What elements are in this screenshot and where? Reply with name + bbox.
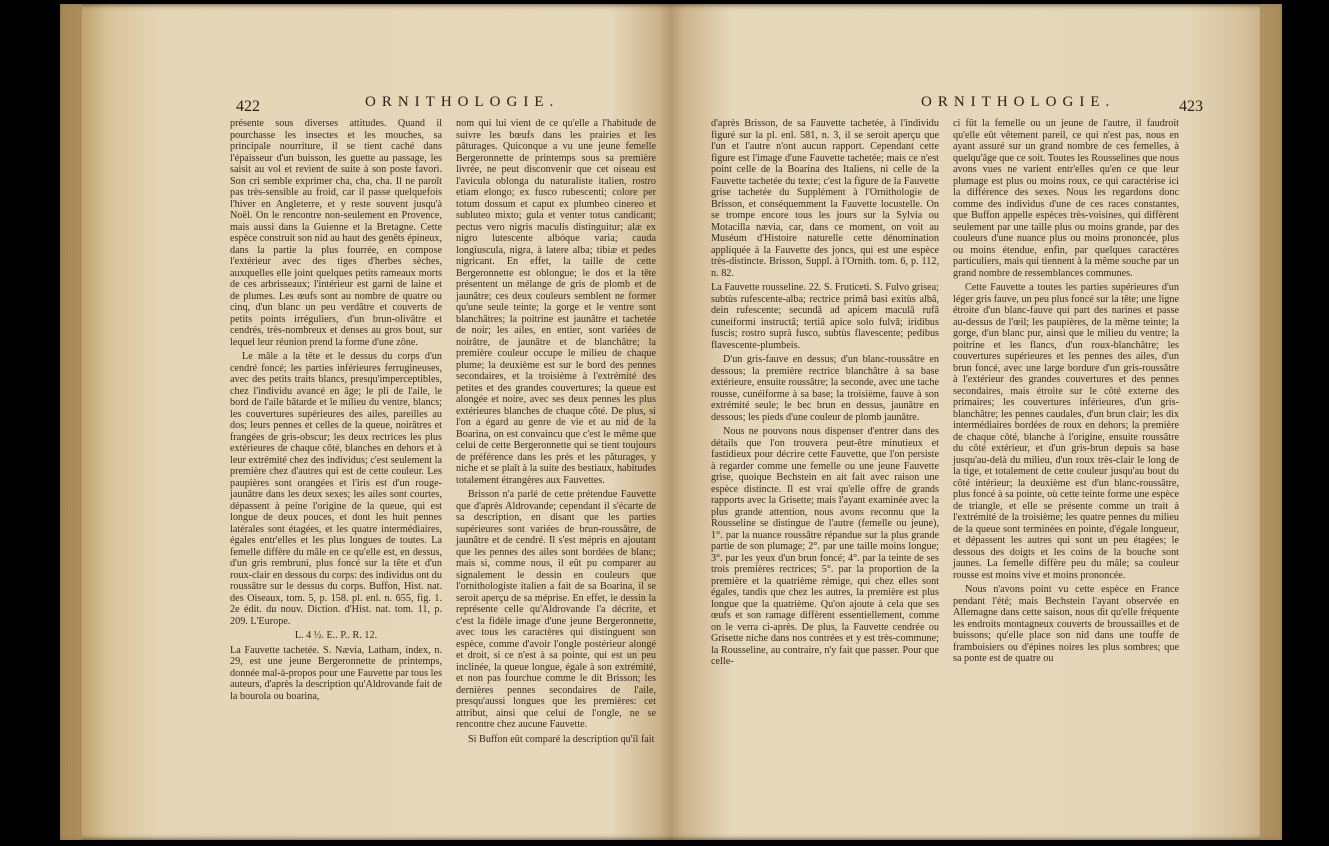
running-head-left: ORNITHOLOGIE. [365, 94, 560, 110]
right-column-2 [953, 118, 1179, 668]
right-column-1 [711, 118, 939, 671]
paragraph: ci fût la femelle ou un jeune de l'autre, il faudroit qu'elle eût vêtement pareil, ce qui n'est pas, nous en ayant assuré sur un grand nombre de ces femelles, à quelqu'âge que ce soit. Toutes les Rousselines que nous avons vues ne varient entr'elles qu'en ce que leur plumage est plus ou moins roux, ce qui caractérise ici la différence des sexes. Nous les regardons donc comme des individus d'une de ces races constantes, que Buffon appelle espèces très-voisines, qui diffèrent seulement par une taille plus ou moins grande, par des couleurs d'une nuance plus ou moins prononcée, plus ou moins étendue, enfin, par quelques caractères particuliers, mais qui tiennent à la même souche par un grand nombre de ressemblances communes. [953, 118, 1179, 279]
open-book [60, 4, 1282, 840]
paragraph: Cette Fauvette a toutes les parties supérieures d'un léger gris fauve, un peu plus foncé sur la tête; une ligne étroite d'un blanc-fauve qui part des narines et passe au-dessus de l'œil; les paupières, de la même teinte; la gorge, d'un blanc pur, ainsi que le milieu du ventre; la poitrine et les flancs, d'un roux-blanchâtre; les couvertures supérieures et les pennes des ailes, d'un brun foncé, avec une large bordure d'un gris-roussâtre à l'extérieur des grandes couvertures et des pennes secondaires, mais étroite sur le côté externe des primaires; les couvertures inférieures, d'un gris-blanchâtre; les pennes caudales, d'un brun clair; les dix intermédiaires bordées de roux en dehors; la première de chaque côté, blanche à l'origine, ensuite roussâtre du côté extérieur, et d'un gris-brun depuis sa base jusqu'au-delà du milieu, d'un roux très-clair le long de la tige, et totalement de cette couleur jusqu'au bout du côté intérieur; la deuxième est d'un blanc-roussâtre, plus foncé à sa pointe, où cette teinte forme une espèce de triangle, et elle se présente comme un trait à l'extrémité de la troisième; les quatre pennes du milieu de la queue sont terminées en pointe, d'égale longueur, et dépassent les autres qui sont un peu étagées; le dessous des doigts et les coins de la bouche sont jaunes. La femelle diffère peu du mâle; sa couleur rousse est moins vive et moins prononcée. [953, 282, 1179, 581]
paragraph: Brisson n'a parlé de cette prétendue Fauvette que d'après Aldrovande; cependant il s'écarte de sa description, en disant que les parties supérieures sont variées de brun-roussâtre, de jaunâtre et de cendré. Il s'est mépris en ajoutant que les pennes des ailes sont bordées de blanc; mais si, comme nous, il eût pu comparer au signalement le dessin en couleurs que l'ornithologiste italien a fait de sa Boarina, il se seroit aperçu de sa méprise. En effet, le dessin la représente celle qu'Aldrovande l'a décrite, et c'est la fidèle image d'une jeune Bergeronnette, avec tous les caractères qui distinguent son espèce, comme d'avoir l'ongle postérieur alongé et droit, si ce n'est à sa pointe, qui est un peu inclinée, la queue longue, égale à son extrémité, et non pas fourchue comme le dit Brisson; les dernières pennes secondaires de l'aile, presqu'aussi longues que les premières: cet attribut, ainsi que celui de l'ongle, ne se rencontre chez aucune Fauvette. [456, 489, 656, 730]
running-head-right: ORNITHOLOGIE. [921, 94, 1116, 110]
paragraph: nom qui lui vient de ce qu'elle a l'habitude de suivre les bœufs dans les prairies et les pâturages. Quiconque a vu une jeune femelle Bergeronnette de printemps sous sa première livrée, ne peut disconvenir que cet oiseau est l'avicula oblonga du naturaliste italien, rostro etiam elongo; ex fusco rubescenti; colore per totum dossum et caput ex plumbeo cinereo et subluteo mixto; gula et venter totus candicant; pectus vero nigris maculis distinguitur; alæ ex nigro lutescente albóque varia; cauda longiuscula, nigra, à latere alba; tibiæ et pedes nigricant. En effet, la taille de cette Bergeronnette est oblongue; le dos et la tête présentent un mélange de gris de plomb et de jaunâtre; ces deux couleurs semblent ne former qu'une seule teinte; la gorge et le ventre sont blanchâtres; la poitrine est jaunâtre et tachetée de noir; les ailes, en entier, sont variées de noirâtre, de jaunâtre et de blanchâtre; la première couleur occupe le milieu de chaque plume; la deuxième est sur le bord des pennes secondaires, et la troisième à l'extrémité des petites et des grandes couvertures; la queue est alongée et noire, avec ses deux pennes les plus extérieures blanches de chaque côté. De plus, si l'on a égard au genre de vie et au nid de la Boarina, on est convaincu que c'est le même que celui de cette Bergeronnette qui se tient toujours de préférence dans les prés et les pâturages, y niche et se plaît à la suite des bestiaux, habitudes totalement étrangères aux Fauvettes. [456, 118, 656, 486]
left-column-1 [230, 118, 442, 705]
paragraph: d'après Brisson, de sa Fauvette tachetée, à l'individu figuré sur la pl. enl. 581, n. 3, il se seroit aperçu que l'un et l'autre n'ont aucun rapport. Cependant cette figure est l'image d'une Fauvette tachetée; mais ce n'est point celle de la Boarina des Italiens, ni celle de la Fauvette tachetée du texte; c'est la figure de la Fauvette grise tachetée du Supplément à l'Ornithologie de Brisson, et conséquemment la Fauvette locustelle. On se trompe encore tous les jours sur la Sylvia ou Motacilla nævia, car, dans ce moment, on voit au Muséum d'Histoire naturelle cette dénomination appliquée à la Fauvette des joncs, qui est une espèce très-distincte. Brisson, Suppl. à l'Ornith. tom. 6, p. 112, n. 82. [711, 118, 939, 279]
right-page [671, 4, 1282, 840]
measurements: L. 4 ½. E.. P.. R. 12. [294, 630, 378, 641]
paragraph: Nous n'avons point vu cette espèce en France pendant l'été; mais Bechstein l'ayant observée en Allemagne dans cette saison, nous dit qu'elle fréquente les endroits montagneux couverts de broussailles et de buissons; qu'elle place son nid dans une touffe de framboisiers ou d'épines noires les plus sombres; que sa ponte est de quatre ou [953, 584, 1179, 664]
paragraph: présente sous diverses attitudes. Quand il pourchasse les insectes et les mouches, sa principale nourriture, il se tient caché dans l'épaisseur d'un buisson, les guette au passage, les saisit au vol et revient de suite à son poste favori. Son cri semble exprimer cha, cha, cha. Il ne paroît pas très-sensible au froid, car il passe quelquefois l'hiver en Angleterre, et y reste souvent jusqu'à Noël. On le rencontre non-seulement en Provence, mais aussi dans la Guienne et la Bretagne. Cette espèce construit son nid au haut des genêts épineux, dans la partie la plus fourrée, en compose l'extérieur avec des tiges d'herbes sèches, auxquelles elle joint quelques petits rameaux morts de ces arbrisseaux; l'intérieur est garni de laine et de plumes. Les œufs sont au nombre de quatre ou cinq, d'un blanc un peu verdâtre et couverts de petits points irréguliers, d'un brun-olivâtre et cendrés, très-nombreux et denses au gros bout, sur lequel leur réunion prend la forme d'une zône. [230, 118, 442, 348]
page-number-right: 423 [1179, 98, 1203, 115]
paragraph: Si Buffon eût comparé la description qu'il fait [468, 733, 655, 745]
paragraph: La Fauvette rousseline. 22. S. Fruticeti. S. Fulvo grisea; subtùs rufescente-alba; rectrice primâ basi exitùs albâ, dein rufescente; secundâ ad apicem maculâ rufâ cuneiformi instructâ; tertiâ apice solo fulvâ; iridibus fuscis; rostro suprà fusco, subtùs flavescente; pedibus flavescente-plumbeis. [711, 282, 939, 351]
paragraph: Nous ne pouvons nous dispenser d'entrer dans des détails que l'on trouvera peut-être minutieux et fastidieux pour décrire cette Fauvette, que l'on persiste à regarder comme une femelle ou une jeune Fauvette grise, quoique Bechstein en ait fait avec raison une espèce distincte. Il est vrai qu'elle offre de grands rapports avec la Grisette; mais l'ayant examinée avec la plus grande attention, nous avons reconnu que la Rousseline se distingue de l'autre (femelle ou jeune), 1°. par la nuance roussâtre répandue sur la plus grande partie de son plumage; 2°. par une taille moins longue; 3°. par les yeux d'un brun foncé; 4°. par la teinte de ses trois premières rectrices; 5°. par la proportion de la première et la quatrième rémige, qui chez elles sont égales, tandis que chez les autres, la première est plus longue que la quatrième. Qu'on ajoute à cela que ses œufs et son ramage diffèrent essentiellement, comme on le verra ci-après. De plus, la Fauvette cendrée ou Grisette niche dans nos contrées et y est très-commune; la Rousseline, au contraire, n'y fait que passer. Pour que celle- [711, 426, 939, 667]
left-page [60, 4, 671, 840]
paragraph: La Fauvette tachetée. S. Nævia, Latham, index, n. 29, est une jeune Bergeronnette de printemps, donnée mal-à-propos pour une Fauvette par tous les auteurs, d'après la description qu'Aldrovande fait de la bourola ou boarina, [230, 644, 442, 702]
left-column-2 [456, 118, 656, 748]
paragraph: D'un gris-fauve en dessus; d'un blanc-roussâtre en dessous; la première rectrice blanchâtre à sa base extérieure, ensuite roussâtre; la seconde, avec une tache rousse, cunéiforme à sa base; la troisième, fauve à son extrémité seule; le bec brun en dessus, jaunâtre en dessous; les pieds d'une couleur de plomb jaunâtre. [711, 354, 939, 423]
page-number-left: 422 [236, 98, 260, 115]
paragraph: Le mâle a la tête et le dessus du corps d'un cendré foncé; les parties inférieures ferrugineuses, avec des petits traits blancs, presqu'imperceptibles, chez l'individu avancé en âge; le pli de l'aile, le bord de l'aile bâtarde et le milieu du ventre, blancs; les couvertures supérieures des ailes, pareilles au dos; leurs pennes et celles de la queue, noirâtres et frangées de gris-obscur; les deux rectrices les plus extérieures de chaque côté, blanches en dehors et à leur extrémité chez des individus; c'est seulement la première chez d'autres qui est de cette couleur. Les paupières sont orangées et l'iris est d'un rouge-jaunâtre dans les deux sexes; les ailes sont courtes, dépassent à peine l'origine de la queue, qui est longue de deux pouces, et dont les huit pennes latérales sont étagées, et les quatre intermédiaires, égales entr'elles et les plus longues de toutes. La femelle diffère du mâle en ce qu'elle est, en dessus, d'un gris rembruni, plus foncé sur la tête et d'un roux-clair en dessous du corps: des individus ont du roussâtre sur le dessus du corps. Buffon, Hist. nat. des Oiseaux, tom. 5, p. 158. pl. enl. n. 655, fig. 1. 2e édit. du nouv. Diction. d'Hist. nat. tom. 11, p. 209. L'Europe. [230, 351, 442, 627]
